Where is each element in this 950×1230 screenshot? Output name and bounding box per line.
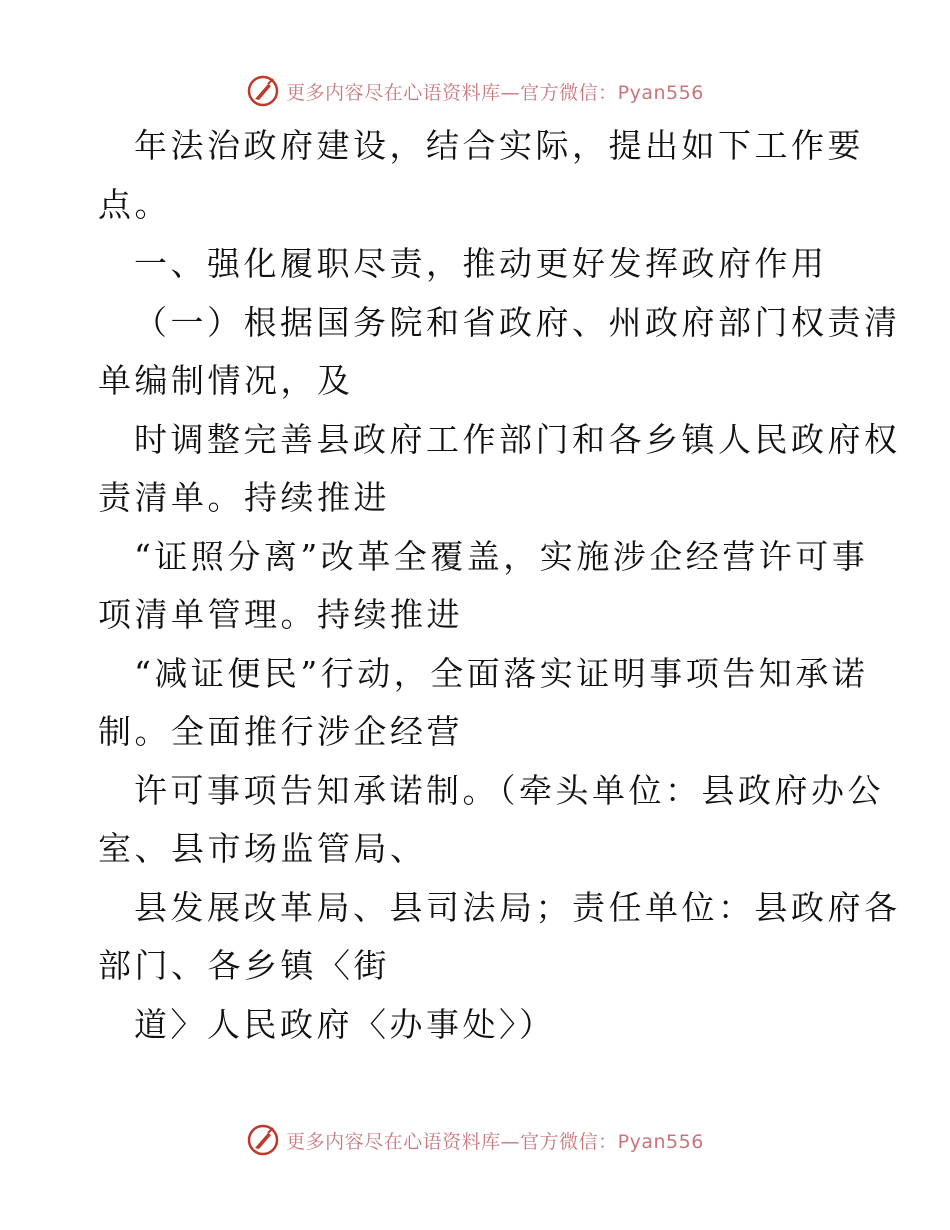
footer-watermark — [0, 1120, 950, 1160]
text-line: （一）根据国务院和省政府、州政府部门权责清 — [134, 303, 901, 342]
header-watermark — [0, 71, 950, 111]
text-line: 项清单管理。持续推进 — [98, 595, 463, 634]
feather-pen-logo-icon — [246, 1123, 280, 1157]
text-line: 单编制情况，及 — [98, 361, 354, 400]
watermark-text: 更多内容尽在心语资料库—官方微信：Pyan556 — [286, 1130, 704, 1153]
text-line: 责清单。持续推进 — [98, 478, 390, 517]
text-line: 许可事项告知承诺制。（牵头单位：县政府办公 — [134, 771, 884, 810]
text-line: 室、县市场监管局、 — [98, 829, 427, 868]
text-line: “证照分离”改革全覆盖，实施涉企经营许可事 — [134, 537, 869, 576]
text-line: 点。 — [98, 185, 171, 224]
text-line: 道〉人民政府〈办事处〉） — [134, 1005, 556, 1044]
text-line: 部门、各乡镇〈街 — [98, 946, 390, 985]
text-line: “减证便民”行动，全面落实证明事项告知承诺 — [134, 654, 869, 693]
section-heading: 一、强化履职尽责，推动更好发挥政府作用 — [134, 244, 828, 283]
text-line: 年法治政府建设，结合实际，提出如下工作要 — [134, 126, 864, 165]
text-line: 县发展改革局、县司法局；责任单位：县政府各 — [134, 888, 901, 927]
text-line: 制。全面推行涉企经营 — [98, 712, 463, 751]
watermark-text: 更多内容尽在心语资料库—官方微信：Pyan556 — [286, 81, 704, 104]
text-line: 时调整完善县政府工作部门和各乡镇人民政府权 — [134, 420, 901, 459]
feather-pen-logo-icon — [246, 74, 280, 108]
